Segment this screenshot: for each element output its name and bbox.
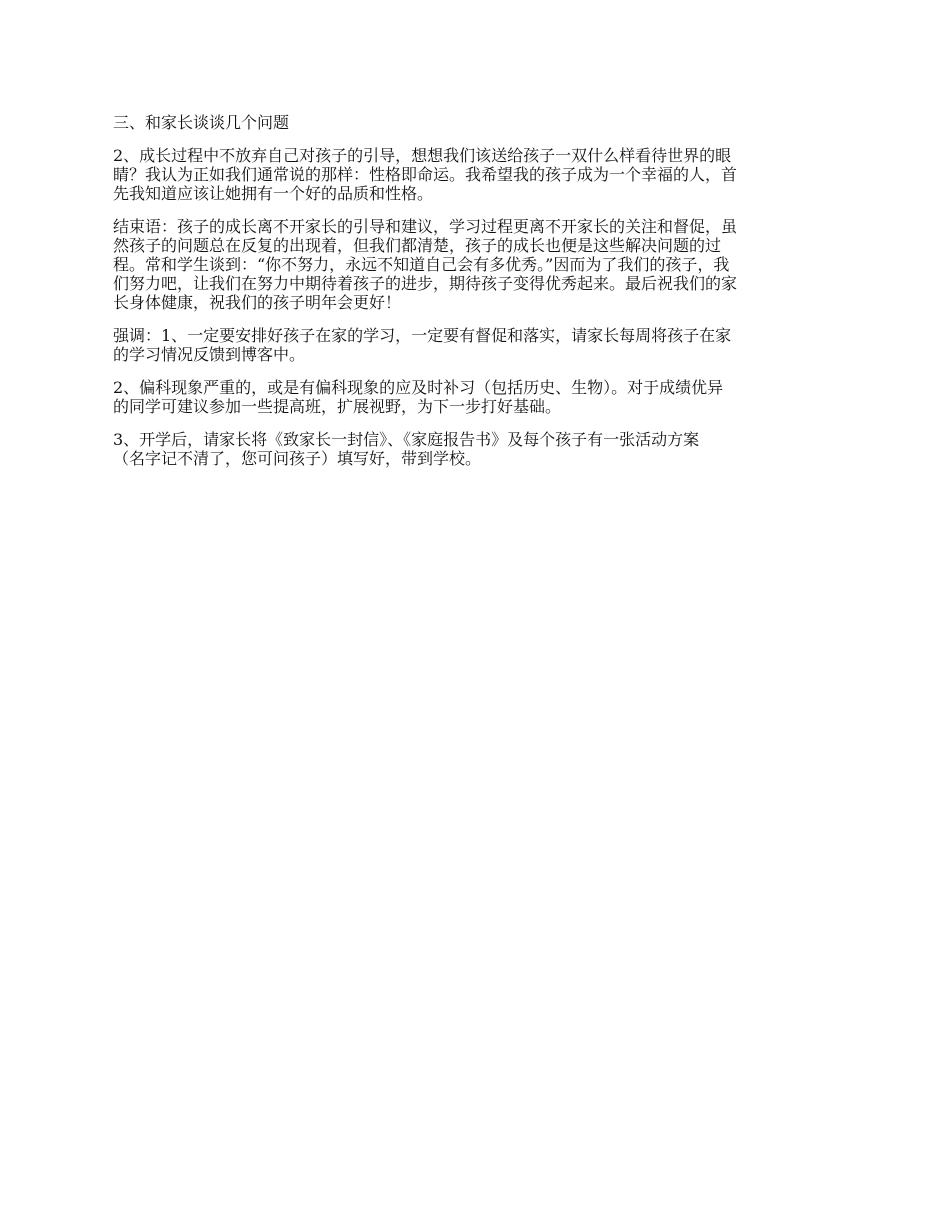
paragraph-line: 2、成长过程中不放弃自己对孩子的引导，想想我们该送给孩子一双什么样看待世界的眼 bbox=[113, 146, 732, 165]
paragraph-line: 的同学可建议参加一些提高班，扩展视野，为下一步打好基础。 bbox=[113, 397, 562, 416]
paragraph-line: 结束语：孩子的成长离不开家长的引导和建议，学习过程更离不开家长的关注和督促，虽 bbox=[113, 217, 738, 236]
paragraph-line: 程。常和学生谈到：“你不努力，永远不知道自己会有多优秀。”因而为了我们的孩子，我 bbox=[113, 255, 730, 274]
paragraph-conclusion bbox=[113, 217, 841, 312]
heading-text: 三、和家长谈谈几个问题 bbox=[113, 113, 290, 132]
paragraph-emphasis-2 bbox=[113, 378, 841, 416]
paragraph-line: 们努力吧，让我们在努力中期待着孩子的进步，期待孩子变得优秀起来。最后祝我们的家 bbox=[113, 274, 738, 293]
paragraph-line: 2、偏科现象严重的，或是有偏科现象的应及时补习（包括历史、生物）。对于成绩优异 bbox=[113, 378, 724, 397]
paragraph-line: 强调：1、一定要安排好孩子在家的学习，一定要有督促和落实，请家长每周将孩子在家 bbox=[113, 326, 732, 345]
paragraph-emphasis-1 bbox=[113, 326, 841, 364]
paragraph-emphasis-3 bbox=[113, 430, 841, 468]
document-body bbox=[113, 113, 841, 482]
paragraph-line: 的学习情况反馈到博客中。 bbox=[113, 345, 306, 364]
paragraph-line: 先我知道应该让她拥有一个好的品质和性格。 bbox=[113, 184, 434, 203]
paragraph-guidance bbox=[113, 146, 841, 203]
paragraph-line: 然孩子的问题总在反复的出现着，但我们都清楚，孩子的成长也便是这些解决问题的过 bbox=[113, 236, 722, 255]
paragraph-line: 长身体健康，祝我们的孩子明年会更好！ bbox=[113, 293, 402, 312]
section-heading bbox=[113, 113, 841, 132]
paragraph-line: 睛？我认为正如我们通常说的那样：性格即命运。我希望我的孩子成为一个幸福的人，首 bbox=[113, 165, 738, 184]
paragraph-line: 3、开学后，请家长将《致家长一封信》、《家庭报告书》及每个孩子有一张活动方案 bbox=[113, 430, 700, 449]
paragraph-line: （名字记不清了，您可问孩子）填写好，带到学校。 bbox=[113, 449, 482, 468]
